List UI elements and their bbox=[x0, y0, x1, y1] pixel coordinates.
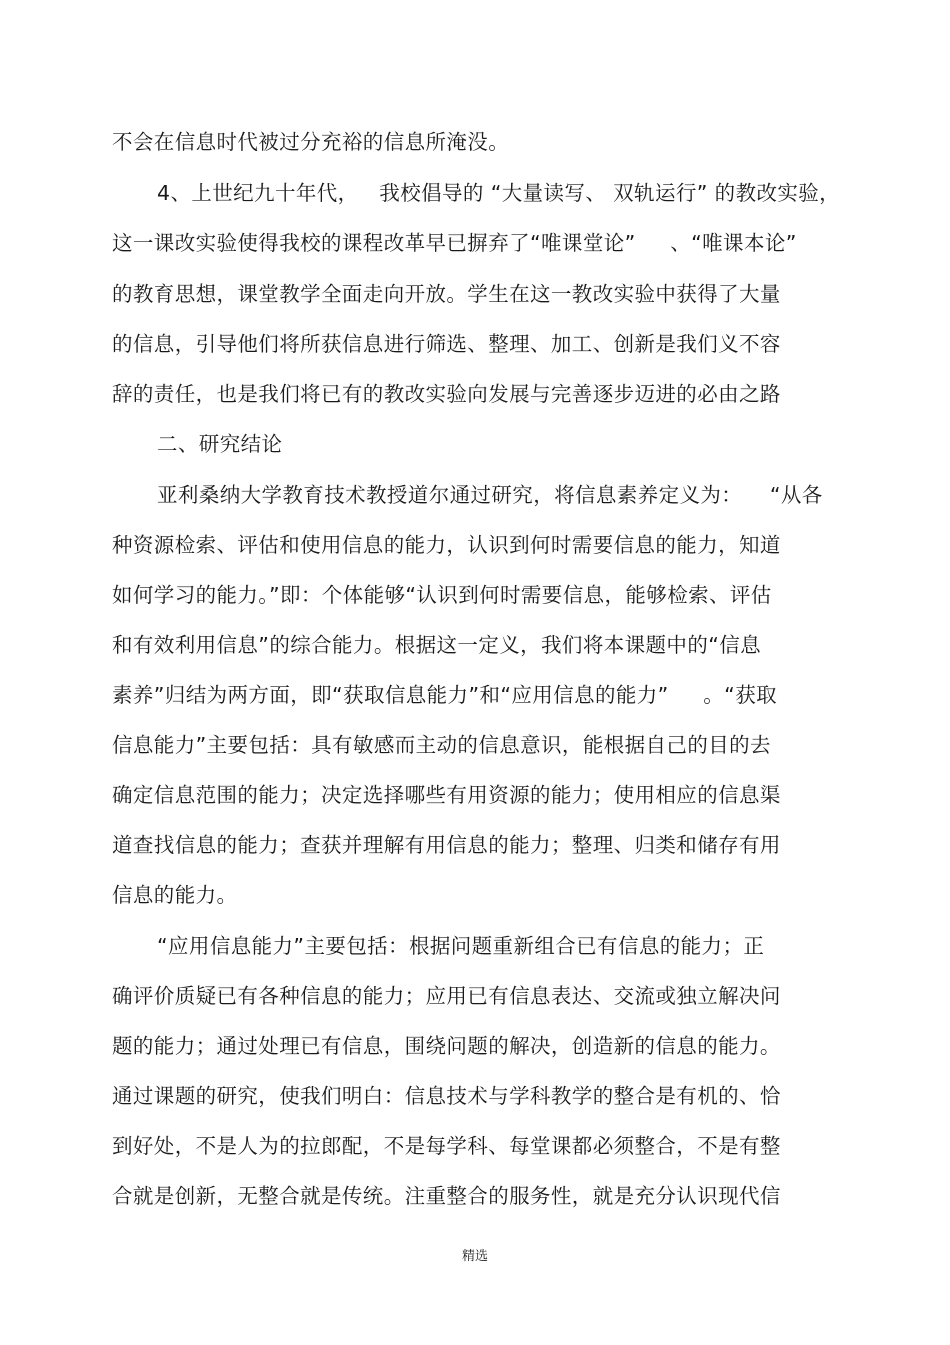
text-line: 确评价质疑已有各种信息的能力；应用已有信息表达、交流或独立解决问 bbox=[112, 984, 781, 1008]
text-line: 信息的能力。 bbox=[112, 883, 238, 907]
text-line: 和有效利用信息”的综合能力。根据这一定义，我们将本课题中的“信息 bbox=[112, 633, 762, 657]
text-line: 素养”归结为两方面，即“获取信息能力”和“应用信息的能力” 。“获取 bbox=[112, 683, 778, 707]
text-line: 道查找信息的能力；查获并理解有用信息的能力；整理、归类和储存有用 bbox=[112, 833, 781, 857]
text-line: 辞的责任，也是我们将已有的教改实验向发展与完善逐步迈进的必由之路 bbox=[112, 382, 781, 406]
text-line: 的教育思想，课堂教学全面走向开放。学生在这一教改实验中获得了大量 bbox=[112, 282, 781, 306]
text-line: 4、上世纪九十年代， 我校倡导的 “大量读写、 双轨运行” 的教改实验， bbox=[157, 181, 841, 205]
text-line: 这一课改实验使得我校的课程改革早已摒弃了“唯课堂论” 、“唯课本论” bbox=[112, 231, 797, 255]
section-heading: 二、研究结论 bbox=[157, 432, 283, 456]
text-line: 信息能力”主要包括：具有敏感而主动的信息意识，能根据自己的目的去 bbox=[112, 733, 771, 757]
text-line: 题的能力；通过处理已有信息，围绕问题的解决，创造新的信息的能力。 bbox=[112, 1034, 781, 1058]
page-footer: 精选 bbox=[461, 1249, 488, 1264]
text-line: 的信息，引导他们将所获信息进行筛选、整理、加工、创新是我们义不容 bbox=[112, 332, 781, 356]
text-line: 种资源检索、评估和使用信息的能力，认识到何时需要信息的能力，知道 bbox=[112, 533, 781, 557]
text-line: 如何学习的能力。”即：个体能够“认识到何时需要信息，能够检索、评估 bbox=[112, 583, 772, 607]
text-line: 亚利桑纳大学教育技术教授道尔通过研究，将信息素养定义为： “从各 bbox=[157, 483, 823, 507]
text-line: 确定信息范围的能力；决定选择哪些有用资源的能力；使用相应的信息渠 bbox=[112, 783, 781, 807]
text-line: 到好处，不是人为的拉郎配，不是每学科、每堂课都必须整合，不是有整 bbox=[112, 1134, 781, 1158]
text-line: 合就是创新，无整合就是传统。注重整合的服务性，就是充分认识现代信 bbox=[112, 1184, 781, 1208]
text-line: 不会在信息时代被过分充裕的信息所淹没。 bbox=[112, 130, 510, 154]
text-line: “应用信息能力”主要包括：根据问题重新组合已有信息的能力；正 bbox=[157, 934, 765, 958]
text-line: 通过课题的研究，使我们明白：信息技术与学科教学的整合是有机的、恰 bbox=[112, 1084, 781, 1108]
